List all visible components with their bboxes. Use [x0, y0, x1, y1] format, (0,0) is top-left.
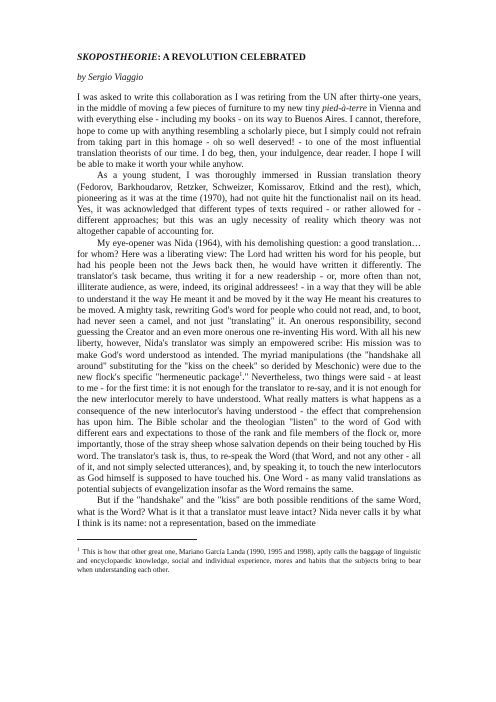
paragraph-4: But if the "handshake" and the "kiss" are both possible renditions of the same Word, what is the Word? What is it that a translator must leave intact? Nida never calls it by what I think is its name: not a representation, based on the immediate: [77, 496, 421, 529]
paragraph-3: [77, 239, 421, 497]
article-title: [77, 52, 421, 64]
paragraph-2: As a young student, I was thoroughly immersed in Russian translation theory (Fedorov, Barkhoudarov, Retzker, Schweizer, Komissarov, Etkind and the rest), which, pioneering as it was at the time (1970), had not quite hit the functionalist nail on its head. Yes, it was acknowledged that different types of texts required - or rather allowed for - different approaches; but this was an ugly necessity of reality which theory was not altogether capable of accounting for.: [77, 171, 421, 238]
paragraph-1-italic: pied-à-terre: [322, 104, 367, 115]
document-page: [77, 52, 421, 574]
footnote: [77, 547, 421, 574]
paragraph-1: [77, 93, 421, 171]
paragraph-1-text-b: in Vienna and with everything else - including my books - on its way to Buenos Aires. I cannot, therefore, hope to come up with anything resembling a scholarly piece, but I simply could not refrain from taking part in this homage - oh so well deserved! - to one of the most influential translation theorists of our time. I do beg, then, your indulgence, dear reader. I hope I will be able to make it worth your while anyhow.: [77, 104, 421, 171]
article-title-rest: : A REVOLUTION CELEBRATED: [157, 52, 306, 63]
footnote-number: 1: [77, 547, 80, 553]
footnote-text: This is how that other great one, Mariano García Landa (1990, 1995 and 1998), aptly calls the baggage of linguistic and encyclopaedic knowledge, social and individual experience, mores and habits that the subjects bring to bear when understanding each other.: [77, 546, 421, 574]
article-title-main: SKOPOSTHEORIE: [77, 52, 158, 63]
footnote-separator: [77, 539, 197, 540]
paragraph-1-text-a: I was asked to write this collaboration as I was retiring from the UN after thirty-one years, in the middle of moving a few pieces of furniture to my new tiny: [77, 93, 421, 115]
paragraph-3-text-a: My eye-opener was Nida (1964), with his demolishing question: a good translation… for whom? Here was a liberating view: The Lord had written his word for his people, but had his people been not the Jews back then, he would have written it differently. The translator's task became, thus writing it for a new readership - or, more often than not, illiterate audience, as were, indeed, its original addressees! - in a way that they will be able to understand it the way He meant it and be moved by it the way He meant his creatures to be moved. A mighty task, rewriting God's word for people who could not read, and, to boot, had never seen a camel, and not just "translating" it. An onerous responsibility, second guessing the Creator and an even more onerous one re-inventing His word. With all his new liberty, however, Nida's translator was simply an empowered scribe: His mission was to make God's word understood as intended. The myriad manipulations (the "handshake all around" substituting for the "kiss on the cheek" so derided by Meschonic) were due to the new flock's specific "hermeneutic package: [77, 238, 421, 384]
author-byline: by Sergio Viaggio: [77, 73, 144, 83]
footnote-reference[interactable]: 1: [239, 371, 243, 378]
paragraph-3-text-b: ." Nevertheless, two things were said - at least to me - for the first time: it is not enough for the translator to re-say, and it is not enough for the new interlocutor merely to have understood. What really matters is what happens as a consequence of the new interlocutor's having understood - the effect that comprehension has upon him. The Bible scholar and the theologian "listen" to the word of God with different ears and expectations to those of the rank and file members of the flock or, more importantly, those of the stray sheep whose salvation depends on their being touched by His word. The translator's task is, thus, to re-speak the Word (that Word, and not any other - all of it, and not simply selected utterances), and, by speaking it, to touch the new interlocutors as God himself is supposed to have touched his. One Word - as many valid translations as potential subjects of evangelization insofar as the Word remains the same.: [77, 373, 421, 496]
